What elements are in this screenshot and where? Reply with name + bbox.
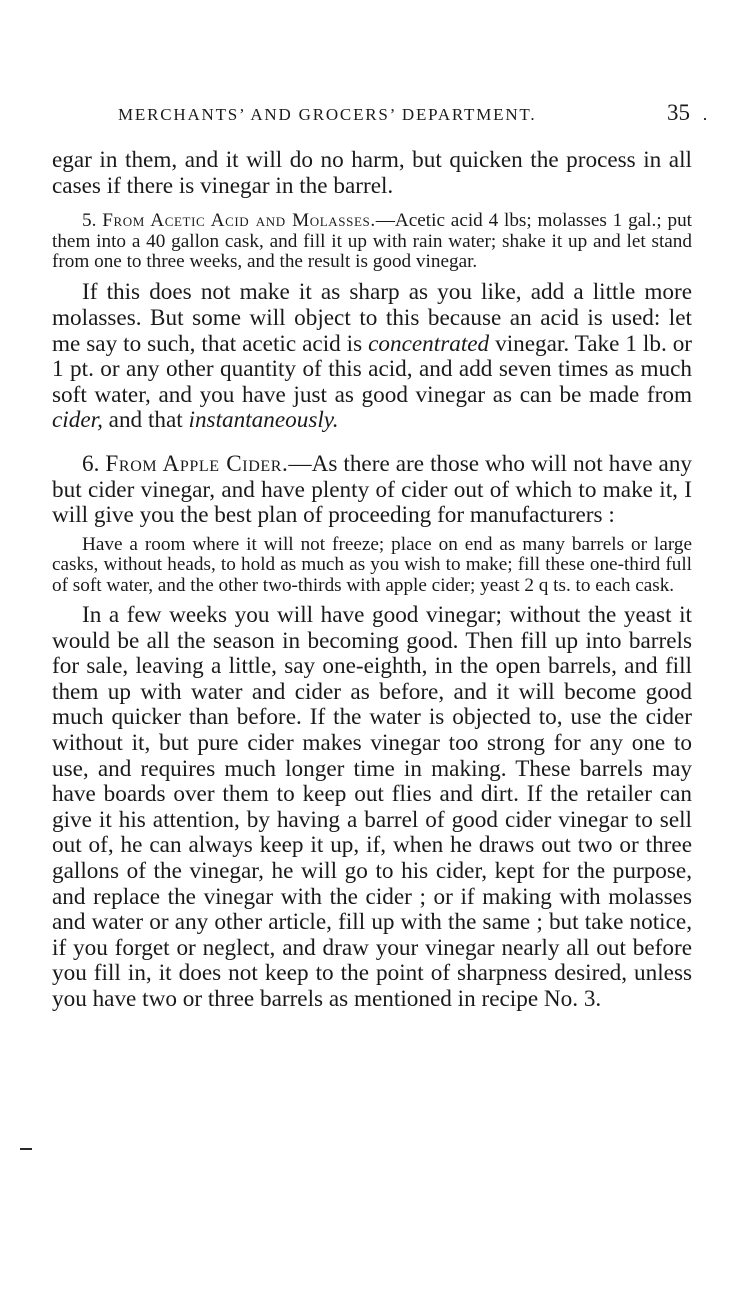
paragraph-process: In a few weeks you will have good vinegar; without the yeast it would be all the season in becoming good. Then fill up into barrels for sale, leaving a little, say one-eighth, in the open barrels, and fill them up with water and cider as before, and it will become good much quicker than before. If the water is objected to, use the cider without it, but pure cider makes vinegar too strong for any one to use, and requires much longer time in making. These barrels may have boards over them to keep out flies and dirt. If the retailer can give it his attention, by having a barrel of good cider vinegar to sell out of, he can always keep it up, if, when he draws out two or three gallons of the vinegar, he will go to his cider, kept for the purpose, and replace the vinegar with the cider ; or if making with molasses and water or any other article, fill up with the same ; but take notice, if you forget or neglect, and draw your vinegar nearly all out before you fill in, it does not keep to the point of sharpness desired, unless you have two or three barrels as mentioned in recipe No. 3. <box>52 601 692 1012</box>
text-run: If this does not make it as sharp as you like, add a little more molasses. But some will object to this because an acid is used: let me say to such, that acetic acid is <box>52 279 692 357</box>
recipe-number: 5. <box>82 210 97 232</box>
paragraph-continued: egar in them, and it will do no harm, but quicken the process in all cases if there is vinegar in the barrel. <box>52 147 692 199</box>
recipe-body: —As there are those who will not have any but cider vinegar, and have plenty of cider out of which to make it, I will give you the best plan of proceeding for manufacturers : <box>52 450 693 529</box>
text-run: and that <box>102 407 189 434</box>
margin-mark <box>20 1148 32 1150</box>
page-body <box>52 148 692 1012</box>
text-run: vinegar. Take 1 lb. or 1 pt. or any other quantity of this acid, and add seven times as much soft water, and you have just as good vinegar as can be made from <box>52 330 693 408</box>
emphasis: instantaneously. <box>188 407 339 434</box>
recipe-6-method: Have a room where it will not freeze; place on end as many barrels or large casks, without heads, to hold as much as you wish to make; fill these one-third full of soft water, and the other two-thirds with apple cider; yeast 2 q ts. to each cask. <box>52 533 692 596</box>
recipe-body: —Acetic acid 4 lbs; molasses 1 gal.; put them into a 40 gallon cask, and fill it up with rain water; shake it up and let stand from one to three weeks, and the result is good vinegar. <box>52 210 692 272</box>
recipe-heading: From Acetic Acid and Molasses. <box>102 210 376 232</box>
running-title: MERCHANTS’ AND GROCERS’ DEPARTMENT. <box>118 105 537 124</box>
recipe-number: 6. <box>82 450 100 477</box>
page-number: 35 <box>667 100 690 125</box>
recipe-heading: From Apple Cider. <box>105 450 289 477</box>
paragraph-acetic <box>52 280 692 434</box>
emphasis: cider, <box>52 407 103 434</box>
emphasis: concentrated <box>368 330 490 357</box>
recipe-5 <box>52 211 692 272</box>
running-header <box>118 100 696 130</box>
recipe-6 <box>52 452 692 529</box>
stray-mark <box>704 118 706 120</box>
